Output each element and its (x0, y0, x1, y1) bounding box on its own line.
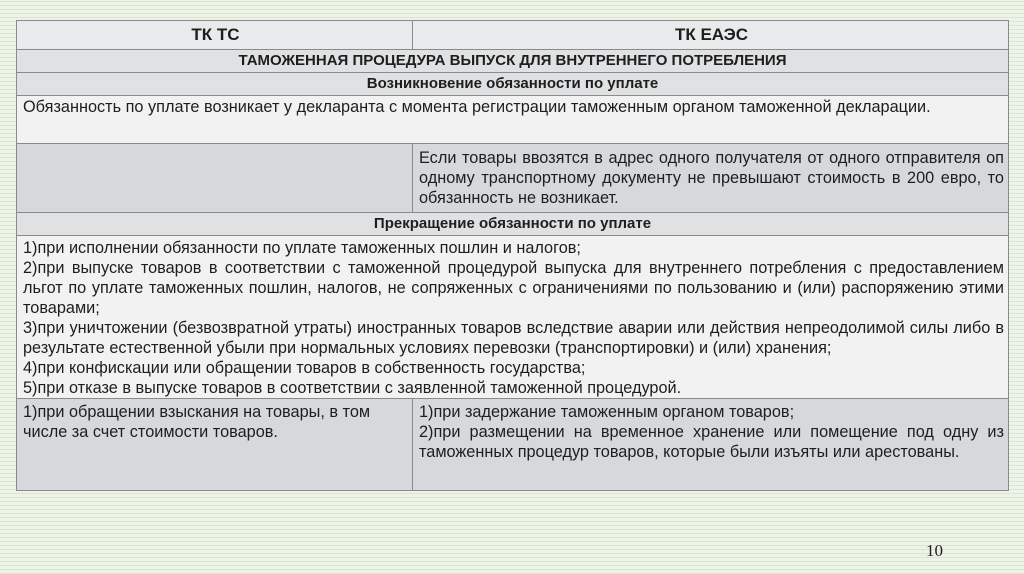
section2-split-row (17, 399, 1009, 491)
section2-title-row (17, 213, 1009, 236)
section1-eaeu-text: Если товары ввозятся в адрес одного получателя от одного отправителя оп одному транспортному документу не превышают стоимость в 200 евро, то обязанность не возникает. (413, 144, 1009, 213)
section1-common-text: Обязанность по уплате возникает у декларанта с момента регистрации таможенным органом таможенной декларации. (17, 96, 1009, 144)
section1-common-row (17, 96, 1009, 144)
comparison-table (16, 20, 1009, 491)
section1-title-row (17, 73, 1009, 96)
section2-eaeu-cell (413, 399, 1009, 491)
list-item: 2)при выпуске товаров в соответствии с таможенной процедурой выпуска для внутреннего потребления с предоставлением льгот по уплате таможенных пошлин, налогов, не сопряженных с ограничениями по пользованию и (или) распоряжению этими товарами; (23, 259, 1004, 317)
section1-split-row (17, 144, 1009, 213)
list-item: 5)при отказе в выпуске товаров в соответствии с заявленной таможенной процедурой. (23, 379, 682, 397)
header-row (17, 21, 1009, 50)
list-item: 1)при задержание таможенным органом товаров; (419, 403, 795, 421)
section2-common-row (17, 236, 1009, 399)
header-tk-ts: ТК ТС (17, 21, 413, 50)
section2-ts-text: 1)при обращении взыскания на товары, в том числе за счет стоимости товаров. (17, 399, 413, 491)
procedure-title-row (17, 50, 1009, 73)
section1-ts-cell (17, 144, 413, 213)
comparison-table-container (16, 20, 1008, 491)
list-item: 2)при размещении на временное хранение или помещение под одну из таможенных процедур товаров, которые были изъяты или арестованы. (419, 423, 1004, 461)
header-tk-eaeu: ТК ЕАЭС (413, 21, 1009, 50)
section2-title: Прекращение обязанности по уплате (17, 213, 1009, 236)
section1-title: Возникновение обязанности по уплате (17, 73, 1009, 96)
list-item: 4)при конфискации или обращении товаров в собственность государства; (23, 359, 586, 377)
procedure-title: ТАМОЖЕННАЯ ПРОЦЕДУРА ВЫПУСК ДЛЯ ВНУТРЕННЕГО ПОТРЕБЛЕНИЯ (17, 50, 1009, 73)
list-item: 3)при уничтожении (безвозвратной утраты) иностранных товаров вследствие аварии или действия непреодолимой силы либо в результате естественной убыли при нормальных условиях перевозки (транспортировки) и (или) хранения; (23, 319, 1004, 357)
section2-common-cell (17, 236, 1009, 399)
page-number: 10 (926, 541, 943, 560)
list-item: 1)при исполнении обязанности по уплате таможенных пошлин и налогов; (23, 239, 581, 257)
